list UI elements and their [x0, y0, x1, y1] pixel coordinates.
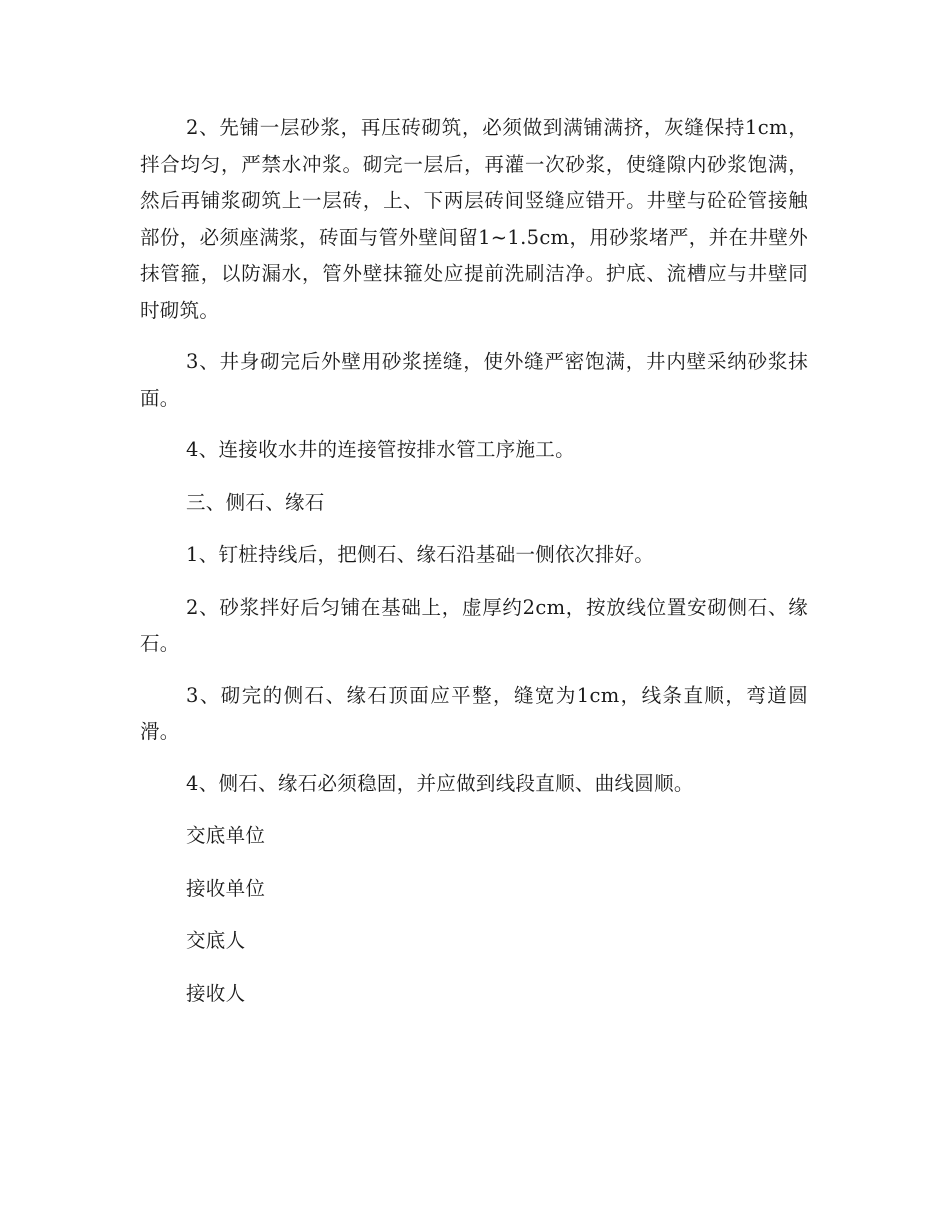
- signoff-issuer: 交底人: [186, 929, 246, 952]
- paragraph-masonry-step-2: 2、先铺一层砂浆，再压砖砌筑，必须做到满铺满挤，灰缝保持1cm，拌合均匀，严禁水冲浆。砌完一层后，再灌一次砂浆，使缝隙内砂浆饱满，然后再铺浆砌筑上一层砖，上、下两层砖间竖缝应错开。井壁与砼砼管接触部份，必须座满浆，砖面与管外壁间留1~1.5cm，用砂浆堵严，并在井壁外抹管箍，以防漏水，管外壁抹箍处应提前洗刷洁净。护底、流槽应与井壁同时砌筑。: [140, 116, 808, 322]
- paragraph-curb-step-1: 1、钉桩持线后，把侧石、缘石沿基础一侧依次排好。: [186, 543, 655, 566]
- document-body: [140, 110, 808, 1028]
- paragraph-curb-step-2: 2、砂浆拌好后匀铺在基础上，虚厚约2cm，按放线位置安砌侧石、缘石。: [140, 595, 808, 655]
- paragraph-masonry-step-4: 4、连接收水井的连接管按排水管工序施工。: [186, 438, 575, 461]
- signoff-receiver: 接收人: [186, 981, 246, 1005]
- signoff-issuing-unit: 交底单位: [186, 824, 266, 847]
- paragraph-curb-step-4: 4、侧石、缘石必须稳固，并应做到线段直顺、曲线圆顺。: [186, 771, 694, 795]
- paragraph-masonry-step-3: 3、井身砌完后外壁用砂浆搓缝，使外缝严密饱满，井内壁采纳砂浆抹面。: [140, 350, 808, 410]
- section-heading-curb-stones: 三、侧石、缘石: [186, 490, 325, 514]
- paragraph-curb-step-3: 3、砌完的侧石、缘石顶面应平整，缝宽为1cm，线条直顺，弯道圆滑。: [140, 683, 808, 743]
- signoff-receiving-unit: 接收单位: [186, 876, 266, 900]
